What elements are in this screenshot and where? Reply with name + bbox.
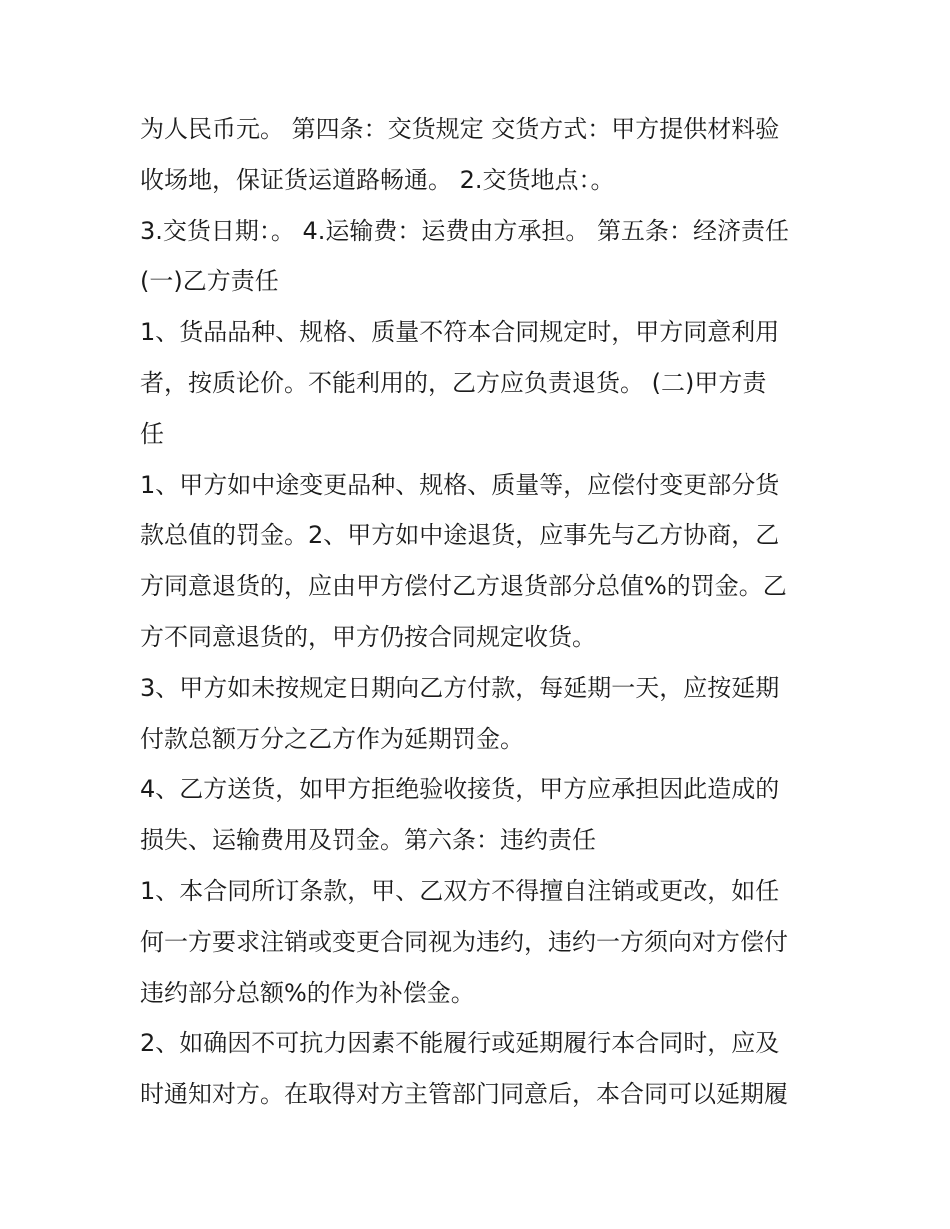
text-line: 任 <box>140 419 164 448</box>
text-line: 违约部分总额%的作为补偿金。 <box>140 978 475 1007</box>
text-line: 方不同意退货的，甲方仍按合同规定收货。 <box>140 622 596 651</box>
text-line: 方同意退货的，应由甲方偿付乙方退货部分总值%的罚金。乙 <box>140 572 787 601</box>
text-line: 3.交货日期：。 4.运输费：运费由方承担。 第五条：经济责任 <box>140 216 790 245</box>
text-line: (一)乙方责任 <box>140 267 279 296</box>
text-line: 1、货品品种、规格、质量不符本合同规定时，甲方同意利用 <box>140 318 780 347</box>
text-line: 3、甲方如未按规定日期向乙方付款，每延期一天，应按延期 <box>140 673 780 702</box>
text-line: 1、甲方如中途变更品种、规格、质量等，应偿付变更部分货 <box>140 470 780 499</box>
text-line: 者，按质论价。不能利用的，乙方应负责退货。 (二)甲方责 <box>140 368 767 397</box>
text-line: 4、乙方送货，如甲方拒绝验收接货，甲方应承担因此造成的 <box>140 775 780 804</box>
text-line: 2、如确因不可抗力因素不能履行或延期履行本合同时，应及 <box>140 1029 780 1058</box>
contract-text <box>140 104 820 1120</box>
text-line: 付款总额万分之乙方作为延期罚金。 <box>140 724 524 753</box>
text-line: 款总值的罚金。2、甲方如中途退货，应事先与乙方协商，乙 <box>140 521 780 550</box>
text-line: 何一方要求注销或变更合同视为违约，违约一方须向对方偿付 <box>140 927 788 956</box>
text-line: 损失、运输费用及罚金。第六条：违约责任 <box>140 826 596 855</box>
text-line: 收场地，保证货运道路畅通。 2.交货地点：。 <box>140 165 615 194</box>
text-line: 时通知对方。在取得对方主管部门同意后，本合同可以延期履 <box>140 1080 788 1109</box>
text-line: 为人民币元。 第四条：交货规定 交货方式：甲方提供材料验 <box>140 115 780 143</box>
text-line: 1、本合同所订条款，甲、乙双方不得擅自注销或更改，如任 <box>140 876 780 905</box>
